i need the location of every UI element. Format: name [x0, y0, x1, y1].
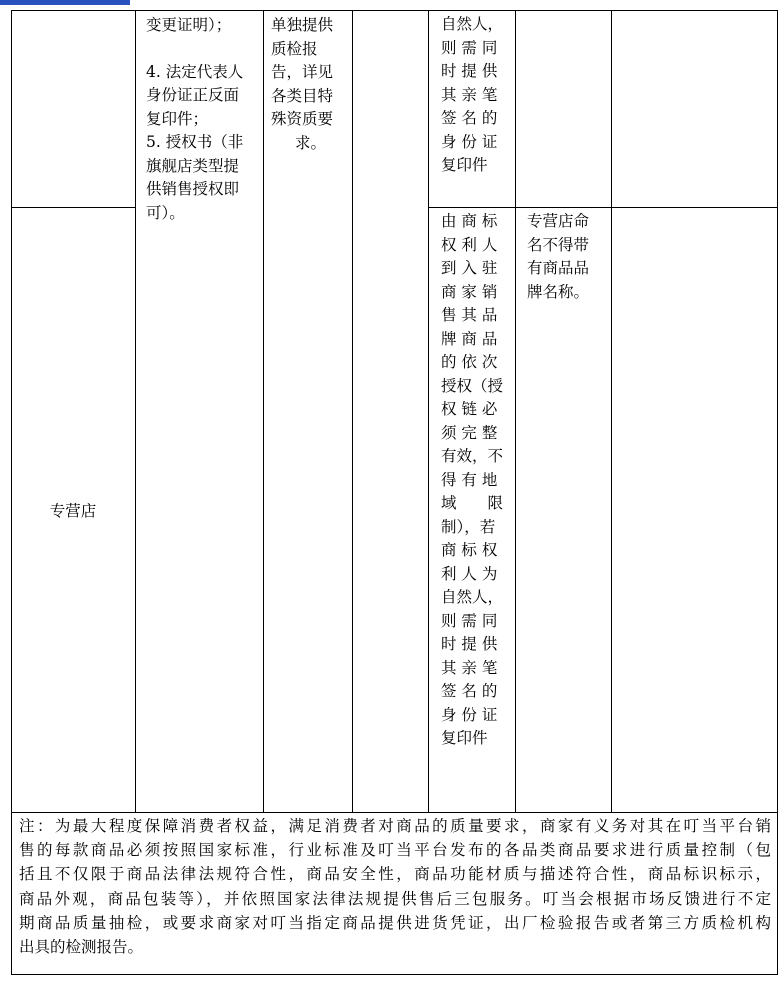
- quality-report-line: 质检报: [271, 39, 318, 58]
- trademark-line: 须 完 整: [441, 423, 498, 442]
- table-border-right: [777, 10, 778, 974]
- trademark-cell-row1: [441, 13, 507, 178]
- trademark-line: 时 提 供: [441, 635, 498, 653]
- store-type-cell: 专营店: [49, 502, 97, 520]
- trademark-cell-row2: [441, 210, 507, 751]
- trademark-line: 则 需 同: [441, 611, 498, 630]
- table-border-col3: [352, 10, 353, 812]
- quality-report-line: 各类目特: [271, 86, 334, 105]
- trademark-line: 制），若: [441, 517, 496, 536]
- documents-line: 复印件；: [146, 109, 209, 128]
- trademark-line: 由 商 标: [441, 212, 498, 230]
- trademark-line: 商 家 销: [441, 282, 498, 301]
- documents-line: 身份证正反面: [146, 86, 240, 104]
- trademark-line: 其 亲 笔: [441, 658, 498, 677]
- quality-report-line: 单独提供: [271, 16, 334, 34]
- trademark-line: 商 标 权: [441, 541, 498, 559]
- trademark-line: 牌 商 品: [441, 329, 498, 348]
- trademark-line: 域 限: [441, 494, 504, 512]
- trademark-line: 签 名 的: [441, 682, 498, 700]
- trademark-line: 自然人，: [441, 15, 504, 33]
- note-divider: [11, 812, 778, 813]
- footnote-line: 商品外观，商品包装等），并依照国家法律法规提供售后三包服务。叮当会根据市场反馈进行不定: [19, 889, 771, 908]
- table-border-bottom: [11, 974, 778, 975]
- documents-line: 供销售授权即: [146, 180, 240, 198]
- documents-line: 4. 法定代表人: [146, 62, 244, 81]
- trademark-line: 签 名 的: [441, 109, 498, 127]
- table-border-col1: [135, 10, 136, 812]
- trademark-line: 权 利 人: [441, 235, 498, 254]
- documents-cell: [146, 14, 254, 225]
- documents-line: 旗舰店类型提: [146, 156, 240, 175]
- documents-line: 变更证明）；: [146, 16, 232, 34]
- trademark-line: 到 入 驻: [441, 259, 498, 277]
- naming-rule-line: 专营店命: [527, 212, 590, 230]
- trademark-line: 复印件: [441, 156, 488, 174]
- documents-line: 5. 授权书（非: [146, 133, 244, 151]
- trademark-line: 授权（授: [441, 376, 504, 395]
- documents-line: [146, 38, 254, 61]
- naming-rule-line: 有商品品: [527, 259, 590, 277]
- quality-report-line: 求。: [295, 133, 327, 152]
- table-border-col5: [515, 10, 516, 812]
- table-border-top: [11, 10, 778, 11]
- table-border-col2: [263, 10, 264, 812]
- trademark-line: 复印件: [441, 729, 488, 747]
- documents-line: 可）。: [146, 203, 185, 222]
- table-border-left: [11, 10, 12, 974]
- trademark-line: 得 有 地: [441, 470, 498, 489]
- trademark-line: 利 人 为: [441, 564, 498, 583]
- trademark-line: 则 需 同: [441, 38, 498, 57]
- trademark-line: 权 链 必: [441, 400, 498, 418]
- table-border-col4: [428, 10, 429, 812]
- table-border-col6: [611, 10, 612, 812]
- footnote-line: 期商品质量抽检，或要求商家对叮当指定商品提供进货凭证，出厂检验报告或者第三方质检机构: [19, 913, 771, 932]
- naming-rule-line: 名不得带: [527, 235, 590, 254]
- footnote-line: 售的每款商品必须按照国家标准，行业标准及叮当平台发布的各品类商品要求进行质量控制（包: [19, 841, 771, 860]
- footnote-line: 出具的检测报告。: [19, 938, 144, 957]
- quality-report-cell: [271, 14, 347, 155]
- quality-report-line: 殊资质要: [271, 110, 334, 128]
- trademark-line: 时 提 供: [441, 62, 498, 80]
- footnote: [19, 814, 771, 959]
- trademark-line: 的 依 次: [441, 353, 498, 371]
- naming-rule-cell: [527, 210, 607, 304]
- trademark-line: 其 亲 笔: [441, 85, 498, 104]
- trademark-line: 有效，不: [441, 447, 504, 465]
- header-accent-strip: [0, 0, 130, 5]
- quality-report-line: 告，详见: [271, 63, 334, 81]
- trademark-line: 自然人，: [441, 588, 504, 606]
- row-divider-col1: [11, 207, 136, 208]
- row-divider-col5-7: [428, 207, 778, 208]
- naming-rule-line: 牌名称。: [527, 282, 590, 301]
- trademark-line: 身 份 证: [441, 132, 498, 151]
- footnote-line: 括且不仅限于商品法律法规符合性，商品安全性，商品功能材质与描述符合性，商品标识标示，: [19, 865, 771, 884]
- trademark-line: 身 份 证: [441, 705, 498, 724]
- footnote-line: 注：为最大程度保障消费者权益，满足消费者对商品的质量要求，商家有义务对其在叮当平台销: [19, 817, 771, 835]
- trademark-line: 售 其 品: [441, 306, 498, 324]
